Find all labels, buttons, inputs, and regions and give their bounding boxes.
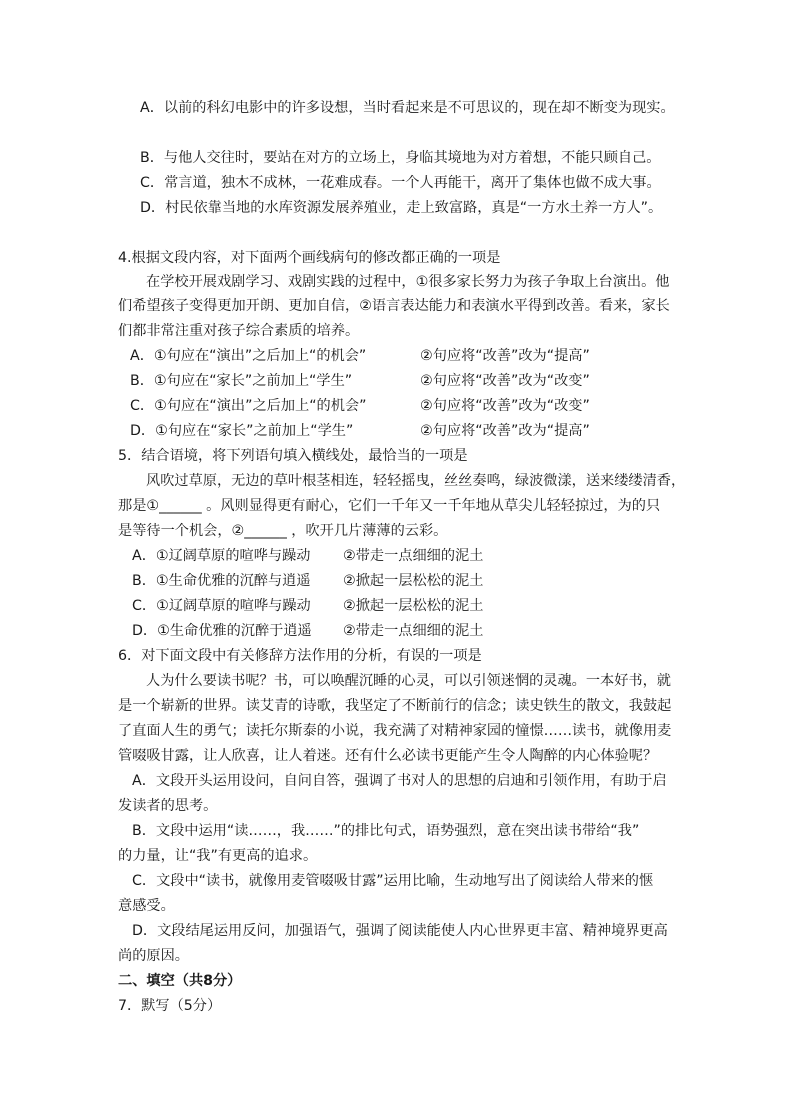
q6-option-b-line2: 的力量，让“我”有更高的追求。 [118, 848, 318, 864]
q6-option-b-line1: B．文段中运用“读……，我……”的排比句式，语势强烈，意在突出读书带给“我” [132, 823, 640, 839]
q4-stem: 4.根据文段内容，对下面两个画线病句的修改都正确的一项是 [118, 250, 501, 266]
q6-passage-line: 是一个崭新的世界。读艾青的诗歌，我坚定了不断前行的信念；读史铁生的散文，我鼓起 [118, 698, 672, 714]
q4-option-b-part1: B．①句应在“家长”之前加上“学生” [130, 373, 353, 389]
q5-option-d-part2: ②带走一点细细的泥土 [343, 623, 484, 639]
q3-option-c: C．常言道，独木不成林，一花难成春。一个人再能干，离开了集体也做不成大事。 [140, 175, 661, 191]
q5-option-c-part1: C．①辽阔草原的喧哗与躁动 [132, 598, 311, 614]
q4-passage-line: 们希望孩子变得更加开朗、更加自信，②语言表达能力和表演水平得到改善。看来，家长 [118, 298, 670, 314]
q6-option-a-line2: 发读者的思考。 [118, 798, 218, 814]
q4-passage-line: 们都非常注重对孩子综合素质的培养。 [118, 323, 360, 339]
q5-stem: 5．结合语境，将下列语句填入横线处，最恰当的一项是 [118, 448, 468, 464]
q3-option-a: A．以前的科幻电影中的许多设想，当时看起来是不可思议的，现在却不断变为现实。 [140, 100, 675, 116]
section-title: 二、填空（共8分） [118, 973, 242, 989]
q4-option-a-part2: ②句应将“改善”改为“提高” [420, 348, 590, 364]
q4-option-d-part2: ②句应将“改善”改为“提高” [420, 423, 590, 439]
q5-passage-line: 是等待一个机会，②______ ，吹开几片薄薄的云彩。 [118, 523, 448, 539]
q5-option-c-part2: ②掀起一层松松的泥土 [343, 598, 484, 614]
q3-option-b: B．与他人交往时，要站在对方的立场上，身临其境地为对方着想，不能只顾自己。 [140, 150, 661, 166]
q4-option-c-part2: ②句应将“改善”改为“改变” [420, 398, 590, 414]
q5-passage-line: 风吹过草原，无边的草叶根茎相连，轻轻摇曳，丝丝奏鸣，绿波微漾，送来缕缕清香， [146, 473, 686, 489]
q4-option-d-part1: D．①句应在“家长”之前加上“学生” [130, 423, 354, 439]
q4-option-c-part1: C．①句应在“演出”之后加上“的机会” [130, 398, 367, 414]
q6-option-d-line1: D．文段结尾运用反问，加强语气，强调了阅读能使人内心世界更丰富、精神境界更高 [132, 923, 668, 939]
q6-passage-line: 人为什么要读书呢？书，可以唤醒沉睡的心灵，可以引领迷惘的灵魂。一本好书，就 [146, 673, 671, 689]
q4-option-b-part2: ②句应将“改善”改为“改变” [420, 373, 590, 389]
q3-option-d: D．村民依靠当地的水库资源发展养殖业，走上致富路，真是“一方水土养一方人”。 [140, 200, 663, 216]
q7-heading: 7．默写（5分） [118, 998, 222, 1014]
q5-option-b-part1: B．①生命优雅的沉醉与逍遥 [132, 573, 311, 589]
q6-passage-line: 了直面人生的勇气；读托尔斯泰的小说，我充满了对精神家园的憧憬……读书，就像用麦 [118, 723, 672, 739]
q5-option-d-part1: D．①生命优雅的沉醉于逍遥 [132, 623, 312, 639]
q4-option-a-part1: A．①句应在“演出”之后加上“的机会” [130, 348, 367, 364]
q5-passage-line: 那是①______ 。风则显得更有耐心，它们一千年又一千年地从草尖儿轻轻掠过，为的只 [118, 498, 661, 514]
q5-option-a-part2: ②带走一点细细的泥土 [343, 548, 484, 564]
q6-option-a-line1: A．文段开头运用设问，自问自答，强调了书对人的思想的启迪和引领作用，有助于启 [132, 773, 667, 789]
q6-option-c-line2: 意感受。 [118, 898, 175, 914]
q6-stem: 6．对下面文段中有关修辞方法作用的分析，有误的一项是 [118, 648, 482, 664]
q5-option-a-part1: A．①辽阔草原的喧哗与躁动 [132, 548, 311, 564]
q5-option-b-part2: ②掀起一层松松的泥土 [343, 573, 484, 589]
q4-passage-line: 在学校开展戏剧学习、戏剧实践的过程中，①很多家长努力为孩子争取上台演出。他 [146, 274, 670, 290]
q6-option-d-line2: 尚的原因。 [118, 948, 189, 964]
q6-passage-line: 管啜吸甘露，让人欣喜，让人着迷。还有什么必读书更能产生令人陶醉的内心体验呢？ [118, 748, 658, 764]
q6-option-c-line1: C．文段中“读书，就像用麦管啜吸甘露”运用比喻，生动地写出了阅读给人带来的惬 [132, 873, 654, 889]
